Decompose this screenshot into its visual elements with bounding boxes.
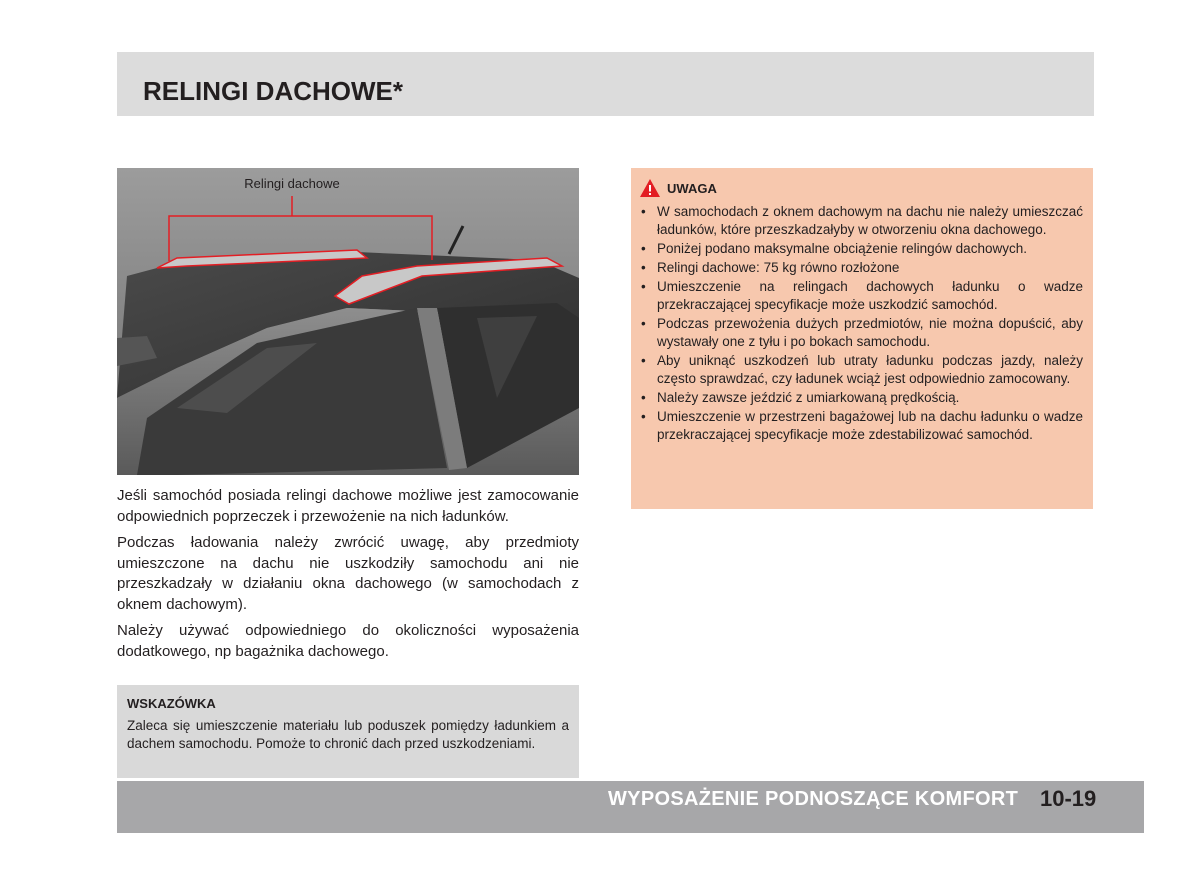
warning-item-text: Relingi dachowe: 75 kg równo rozłożone: [657, 260, 900, 276]
page-title: RELINGI DACHOWE*: [143, 76, 403, 106]
note-title: WSKAZÓWKA: [127, 696, 216, 711]
warning-item: [639, 240, 1083, 258]
bullet: •: [641, 353, 646, 369]
note-text: Zaleca się umieszczenie materiału lub poduszek pomiędzy ładunkiem a dachem samochodu. Pomoże to chronić dach przed uszkodzeniami.: [127, 718, 569, 751]
warning-item-text: Należy zawsze jeździć z umiarkowaną prędkością.: [657, 390, 960, 406]
warning-list: [639, 203, 1083, 444]
warning-item-text: Umieszczenie w przestrzeni bagażowej lub na dachu ładunku o wadze przekraczającej specyfikacje może zdestabilizować samochód.: [657, 409, 1083, 442]
warning-item: [639, 352, 1083, 387]
car-roof-drawing: [117, 168, 579, 475]
bullet: •: [641, 204, 646, 219]
warning-item: [639, 315, 1083, 350]
warning-item: [639, 389, 1083, 407]
warning-triangle-icon: [639, 178, 661, 198]
bullet: •: [641, 279, 646, 295]
bullet: •: [641, 240, 646, 256]
warning-item: [639, 203, 1083, 238]
warning-item-text: Aby uniknąć uszkodzeń lub utraty ładunku podczas jazdy, należy często sprawdzać, czy ładunek wciąż jest odpowiednio zamocowany.: [657, 353, 1083, 386]
footer-section-title: WYPOSAŻENIE PODNOSZĄCE KOMFORT: [608, 788, 1019, 810]
warning-item: [639, 408, 1083, 443]
note-box: [117, 685, 579, 778]
warning-item-text: Podczas przewożenia dużych przedmiotów, nie można dopuścić, aby wystawały one z tyłu i po bokach samochodu.: [657, 316, 1083, 349]
warning-box: [631, 168, 1093, 509]
warning-item: [639, 259, 1083, 277]
warning-item-text: Umieszczenie na relingach dachowych ładunku o wadze przekraczającej specyfikacje może uszkodzić samochód.: [657, 279, 1083, 313]
warning-title: UWAGA: [667, 180, 717, 196]
paragraph: Należy używać odpowiedniego do okoliczności wyposażenia dodatkowego, np bagażnika dachowego.: [117, 622, 579, 660]
paragraph: Jeśli samochód posiada relingi dachowe możliwe jest zamocowanie odpowiednich poprzeczek i przewożenie na nich ładunków.: [117, 487, 579, 525]
bullet: •: [641, 316, 646, 332]
warning-item: [639, 278, 1083, 313]
figure-label: Relingi dachowe: [244, 176, 340, 191]
roof-rails-illustration: [117, 168, 579, 475]
bullet: •: [641, 260, 646, 276]
bullet: •: [641, 409, 646, 425]
body-text: [117, 486, 579, 668]
page-number: 10-19: [1040, 786, 1097, 811]
warning-item-text: Poniżej podano maksymalne obciążenie relingów dachowych.: [657, 240, 1027, 256]
warning-item-text: W samochodach z oknem dachowym na dachu nie należy umieszczać ładunków, które przeszkadzałyby w otworzeniu okna dachowego.: [657, 204, 1083, 237]
warning-header: [639, 177, 1083, 199]
bullet: •: [641, 390, 646, 406]
paragraph: Podczas ładowania należy zwrócić uwagę, aby przedmioty umieszczone na dachu nie uszkodziły samochodu ani nie przeszkadzały w działaniu okna dachowego (w samochodach z oknem dachowym).: [117, 534, 579, 613]
